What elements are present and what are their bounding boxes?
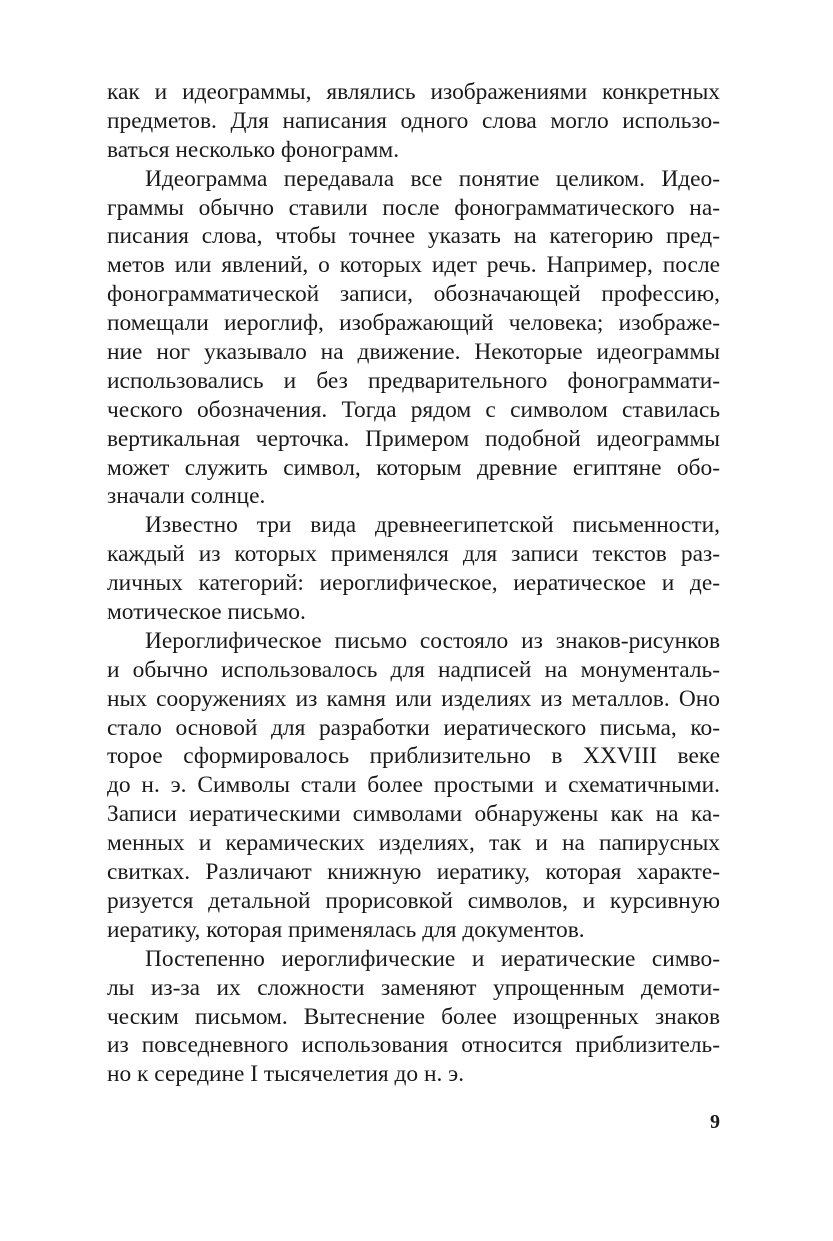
paragraph-2-line-3: писания слова, чтобы точнее указать на категорию пред-	[107, 223, 720, 250]
paragraph-4-line-2: и обычно использовалось для надписей на монументаль-	[107, 656, 720, 683]
paragraph-4-line-5: торое сформировалось приблизительно в XXVIII веке	[107, 743, 720, 770]
paragraph-4-line-10: ризуется детальной прорисовкой символов, и курсивную	[107, 887, 720, 914]
paragraph-5-line-1: Постепенно иероглифические и иератические симво-	[145, 945, 720, 972]
paragraph-2-line-7: ние ног указывало на движение. Некоторые идеограммы	[107, 339, 720, 366]
paragraph-2-line-6: помещали иероглиф, изображающий человека; изображе-	[107, 310, 720, 337]
paragraph-4-line-7: Записи иератическими символами обнаружены как на ка-	[107, 801, 720, 828]
paragraph-1-line-3: ваться несколько фонограмм.	[107, 136, 400, 163]
paragraph-5-line-3: ческим письмом. Вытеснение более изощренных знаков	[107, 1003, 720, 1030]
page-number: 9	[710, 1111, 720, 1133]
paragraph-1-line-1: как и идеограммы, являлись изображениями конкретных	[107, 79, 720, 105]
paragraph-4-line-8: менных и керамических изделиях, так и на папирусных	[107, 830, 720, 857]
paragraph-2-line-12: значали солнце.	[107, 483, 266, 510]
paragraph-2-line-8: использовались и без предварительного фонограммати-	[107, 367, 720, 394]
paragraph-4-line-6: до н. э. Символы стали более простыми и схематичными.	[107, 772, 720, 799]
paragraph-5-line-2: лы из-за их сложности заменяют упрощенным демоти-	[107, 974, 720, 1001]
paragraph-2-line-9: ческого обозначения. Тогда рядом с символом ставилась	[107, 396, 720, 423]
paragraph-2-line-11: может служить символ, которым древние египтяне обо-	[107, 454, 720, 481]
paragraph-3-line-2: каждый из которых применялся для записи текстов раз-	[107, 541, 720, 568]
paragraph-5-line-5: но к середине I тысячелетия до н. э.	[107, 1061, 465, 1088]
paragraph-3-line-3: личных категорий: иероглифическое, иератическое и де-	[107, 570, 720, 597]
paragraph-3-line-4: мотическое письмо.	[107, 599, 306, 626]
body-text	[107, 78, 720, 1089]
paragraph-2-line-2: граммы обычно ставили после фонограмматического на-	[107, 194, 720, 221]
paragraph-2-line-10: вертикальная черточка. Примером подобной идеограммы	[107, 425, 720, 452]
paragraph-2-line-1: Идеограмма передавала все понятие целиком. Идео-	[145, 165, 720, 192]
paragraph-4-line-4: стало основой для разработки иератического письма, ко-	[107, 714, 720, 741]
paragraph-2-line-5: фонограмматической записи, обозначающей профессию,	[107, 281, 720, 308]
paragraph-5-line-4: из повседневного использования относится приблизитель-	[107, 1032, 720, 1059]
paragraph-4-line-11: иератику, которая применялась для документов.	[107, 916, 585, 943]
paragraph-4-line-9: свитках. Различают книжную иератику, которая характе-	[107, 859, 720, 886]
paragraph-4-line-1: Иероглифическое письмо состояло из знаков-рисунков	[145, 627, 720, 654]
paragraph-2-line-4: метов или явлений, о которых идет речь. Например, после	[107, 252, 720, 279]
paragraph-3-line-1: Известно три вида древнеегипетской письменности,	[145, 512, 720, 539]
paragraph-1-line-2: предметов. Для написания одного слова могло использо-	[107, 107, 720, 134]
paragraph-4-line-3: ных сооружениях из камня или изделиях из металлов. Оно	[107, 685, 720, 712]
